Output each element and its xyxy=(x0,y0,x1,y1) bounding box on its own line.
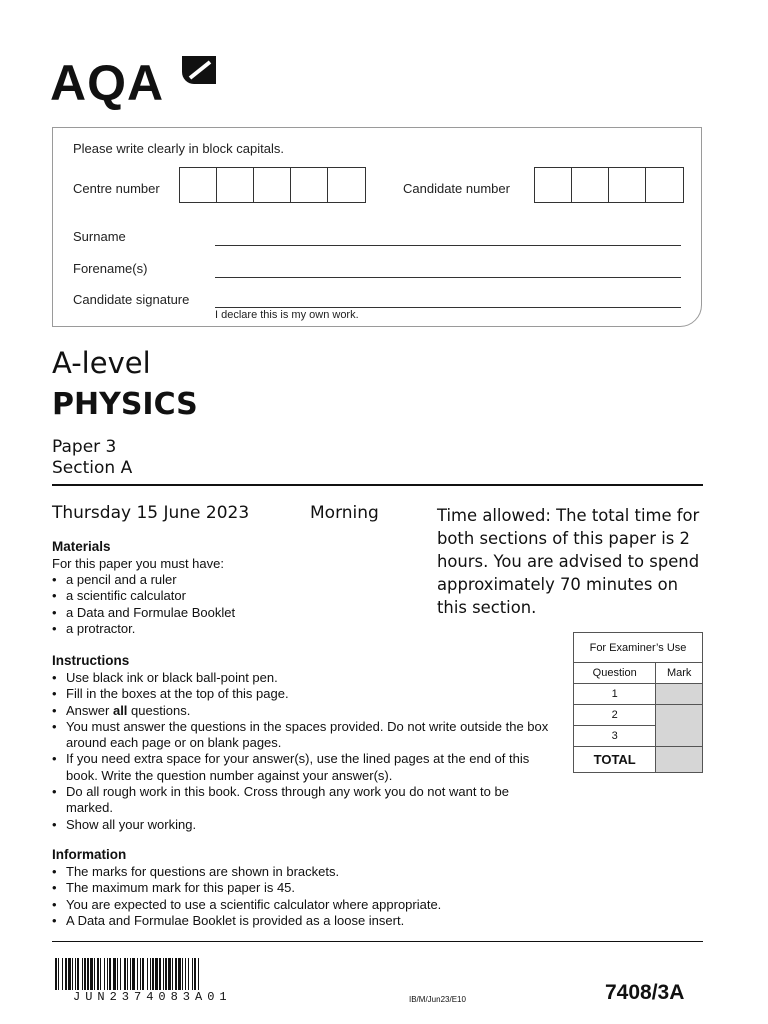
forename-line[interactable] xyxy=(215,277,681,278)
list-item: • If you need extra space for your answer(s), use the lined pages at the end of this book. Write the question number against your answer(s). xyxy=(52,751,552,784)
aqa-logo xyxy=(50,54,220,110)
centre-digit-box[interactable] xyxy=(328,168,365,202)
list-item: • You are expected to use a scientific calculator where appropriate. xyxy=(52,897,441,913)
list-item: • a protractor. xyxy=(52,621,235,637)
paper-number: Paper 3 xyxy=(52,437,117,457)
mark-column-header: Mark xyxy=(656,663,703,684)
list-item: • a pencil and a ruler xyxy=(52,572,235,588)
footer-divider xyxy=(52,941,703,942)
subject-title: PHYSICS xyxy=(52,387,198,422)
signature-label: Candidate signature xyxy=(73,292,190,307)
information-list xyxy=(52,864,441,929)
list-item: • Show all your working. xyxy=(52,817,552,833)
list-item: • A Data and Formulae Booklet is provided as a loose insert. xyxy=(52,913,441,929)
list-item: • a Data and Formulae Booklet xyxy=(52,605,235,621)
examiner-table-title: For Examiner’s Use xyxy=(574,633,703,663)
declaration-text: I declare this is my own work. xyxy=(215,309,359,321)
materials-heading: Materials xyxy=(52,539,111,554)
candidate-number-label: Candidate number xyxy=(403,181,510,196)
question-number: 2 xyxy=(574,705,656,726)
candidate-digit-box[interactable] xyxy=(572,168,609,202)
barcode-image xyxy=(55,958,317,990)
list-item: • Use black ink or black ball-point pen. xyxy=(52,670,552,686)
divider-rule xyxy=(52,484,703,486)
instructions-list xyxy=(52,670,552,833)
paper-reference: IB/M/Jun23/E10 xyxy=(409,995,466,1004)
materials-list xyxy=(52,572,235,637)
total-label: TOTAL xyxy=(574,747,656,773)
time-allowed-text: Time allowed: The total time for both sections of this paper is 2 hours. You are advised to spend approximately 70 minutes on this section. xyxy=(437,506,700,617)
list-item: • a scientific calculator xyxy=(52,588,235,604)
mark-cell xyxy=(656,705,703,747)
centre-digit-box[interactable] xyxy=(180,168,217,202)
mark-cell xyxy=(656,684,703,705)
surname-line[interactable] xyxy=(215,245,681,246)
total-mark-cell xyxy=(656,747,703,773)
qualification-title: A-level xyxy=(52,346,151,380)
list-item: • Answer all questions. xyxy=(52,703,552,719)
question-number: 3 xyxy=(574,726,656,747)
examiner-use-table xyxy=(573,632,703,773)
paper-info xyxy=(52,437,132,479)
list-item: • Do all rough work in this book. Cross through any work you do not want to be marked. xyxy=(52,784,552,817)
candidate-digit-box[interactable] xyxy=(535,168,572,202)
candidate-digit-box[interactable] xyxy=(609,168,646,202)
candidate-digit-box[interactable] xyxy=(646,168,683,202)
exam-date: Thursday 15 June 2023 xyxy=(52,503,250,523)
question-column-header: Question xyxy=(574,663,656,684)
forename-label: Forename(s) xyxy=(73,261,148,276)
block-capitals-instruction: Please write clearly in block capitals. xyxy=(73,141,284,156)
barcode-text: JUN2374083A01 xyxy=(73,990,232,1004)
paper-code: 7408/3A xyxy=(605,981,685,1004)
list-item: • Fill in the boxes at the top of this page. xyxy=(52,686,552,702)
list-item: • The marks for questions are shown in brackets. xyxy=(52,864,441,880)
materials-intro: For this paper you must have: xyxy=(52,556,224,571)
centre-number-boxes[interactable] xyxy=(179,167,366,203)
centre-digit-box[interactable] xyxy=(291,168,328,202)
logo-text: AQA xyxy=(50,55,165,111)
surname-label: Surname xyxy=(73,229,126,244)
candidate-details-box xyxy=(52,127,702,327)
instructions-heading: Instructions xyxy=(52,653,130,668)
leaf-logo-icon xyxy=(180,54,218,96)
exam-session: Morning xyxy=(310,503,379,523)
centre-digit-box[interactable] xyxy=(217,168,254,202)
centre-digit-box[interactable] xyxy=(254,168,291,202)
list-item: • The maximum mark for this paper is 45. xyxy=(52,880,441,896)
information-heading: Information xyxy=(52,847,127,862)
centre-number-label: Centre number xyxy=(73,181,160,196)
paper-section: Section A xyxy=(52,458,133,478)
list-item: • You must answer the questions in the spaces provided. Do not write outside the box around each page or on blank pages. xyxy=(52,719,552,752)
candidate-number-boxes[interactable] xyxy=(534,167,684,203)
question-number: 1 xyxy=(574,684,656,705)
signature-line[interactable] xyxy=(215,307,681,308)
